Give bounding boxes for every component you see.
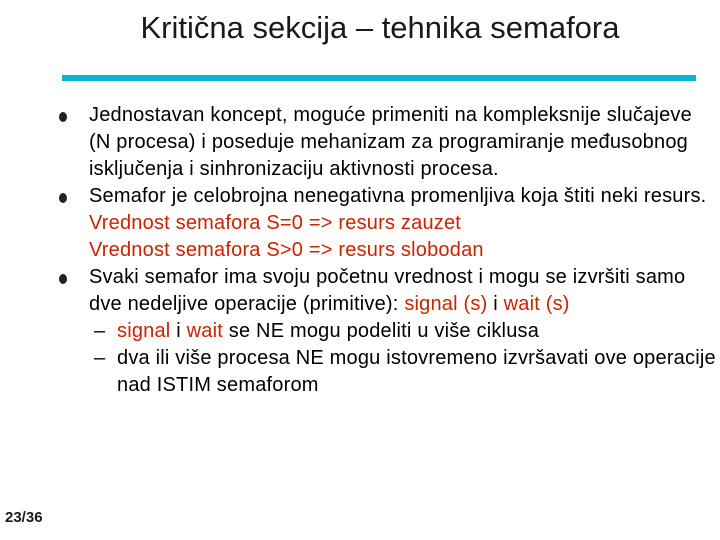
bullet-text: Svaki semafor ima svoju početnu vrednost i mogu se izvršiti samo dve nedeljive operacije (primitive):	[89, 266, 686, 315]
semaphore-zero-line: Vrednost semafora S=0 => resurs zauzet	[89, 212, 462, 234]
bullet-dot-icon	[59, 193, 67, 203]
signal-keyword: signal	[117, 320, 171, 342]
wait-keyword: wait	[186, 320, 224, 342]
connector-text: i	[170, 320, 187, 342]
bullet-text: Jednostavan koncept, moguće primeniti na kompleksnije slučajeve (N procesa) i poseduje mehanizam za programiranje međusobnog isključenja i sinhronizaciju aktivnosti procesa.	[89, 104, 692, 180]
bullet-item	[56, 264, 716, 318]
wait-keyword: wait (s)	[503, 293, 570, 315]
bullet-text: Semafor je celobrojna nenegativna promenljiva koja štiti neki resurs.	[89, 185, 707, 207]
bullet-item	[56, 102, 716, 183]
bullet-item	[56, 183, 716, 264]
connector-text: i	[487, 293, 504, 315]
dash-bullet: –	[94, 320, 106, 342]
bullet-dot-icon	[59, 112, 67, 122]
sub-item	[56, 318, 716, 345]
bullet-dot-icon	[59, 274, 67, 284]
signal-keyword: signal (s)	[404, 293, 488, 315]
sub-item	[56, 345, 716, 399]
sub-item-text: dva ili više procesa NE mogu istovremeno izvršavati ove operacije nad ISTIM semaforom	[117, 347, 716, 396]
sub-item-text: se NE mogu podeliti u više ciklusa	[223, 320, 540, 342]
slide-content	[56, 102, 716, 399]
slide-title: Kritična sekcija – tehnika semafora	[140, 10, 620, 45]
dash-bullet: –	[94, 347, 106, 369]
page-number: 23/36	[5, 509, 43, 526]
semaphore-positive-line: Vrednost semafora S>0 => resurs slobodan	[89, 239, 484, 261]
title-underline	[62, 75, 696, 81]
